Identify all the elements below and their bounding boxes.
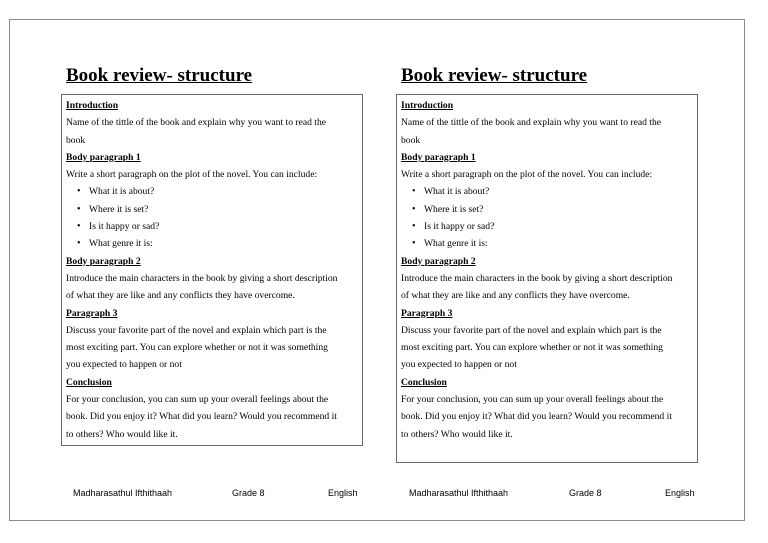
footer-subject: English [665, 488, 695, 498]
body-paragraph-2-text: Introduce the main characters in the book by giving a short description [66, 272, 338, 284]
list-item: • What it is about? [401, 183, 693, 200]
introduction-text: book [66, 134, 86, 146]
introduction-text: book [401, 134, 421, 146]
list-item: • What genre it is: [66, 235, 358, 252]
body-paragraph-2-text: of what they are like and any conflicts they have overcome. [401, 290, 630, 302]
paragraph-3-heading: Paragraph 3 [66, 307, 118, 319]
structure-box [61, 94, 363, 446]
footer-school: Madharasathul Ifthithaah [73, 488, 173, 498]
footer-subject: English [328, 488, 358, 498]
introduction-heading: Introduction [66, 100, 119, 111]
footer-grade: Grade 8 [232, 488, 265, 498]
list-item: • Where it is set? [401, 201, 693, 218]
list-item: • Where it is set? [66, 201, 358, 218]
footer-grade: Grade 8 [569, 488, 602, 498]
list-item: • What it is about? [66, 183, 358, 200]
structure-box [396, 94, 698, 463]
paragraph-3-text: Discuss your favorite part of the novel and explain which part is the [401, 324, 662, 336]
review-sheet-left [61, 64, 363, 446]
paragraph-3-text: most exciting part. You can explore whether or not it was something [401, 342, 663, 354]
conclusion-heading: Conclusion [401, 376, 447, 388]
bullet-list [401, 183, 693, 252]
body-paragraph-1-text: Write a short paragraph on the plot of the novel. You can include: [401, 169, 653, 181]
conclusion-text: For your conclusion, you can sum up your overall feelings about the [401, 394, 664, 406]
conclusion-text: to others? Who would like it. [401, 428, 513, 440]
conclusion-heading: Conclusion [66, 376, 112, 388]
review-sheet-right [396, 64, 698, 463]
body-paragraph-2-text: Introduce the main characters in the book by giving a short description [401, 272, 673, 284]
introduction-text: Name of the tittle of the book and explain why you want to read the [66, 117, 327, 129]
list-item: • Is it happy or sad? [66, 218, 358, 235]
introduction-heading: Introduction [401, 100, 454, 111]
list-item: • Is it happy or sad? [401, 218, 693, 235]
paragraph-3-heading: Paragraph 3 [401, 307, 453, 319]
body-paragraph-1-heading: Body paragraph 1 [66, 151, 141, 163]
conclusion-text: book. Did you enjoy it? What did you learn? Would you recommend it [66, 411, 337, 423]
body-paragraph-2-heading: Body paragraph 2 [401, 255, 476, 267]
body-paragraph-1-heading: Body paragraph 1 [401, 151, 476, 163]
paragraph-3-text: Discuss your favorite part of the novel and explain which part is the [66, 324, 327, 336]
list-item: • What genre it is: [401, 235, 693, 252]
paragraph-3-text: most exciting part. You can explore whether or not it was something [66, 342, 328, 354]
conclusion-text: to others? Who would like it. [66, 428, 178, 440]
bullet-list [66, 183, 358, 252]
conclusion-text: For your conclusion, you can sum up your overall feelings about the [66, 394, 329, 406]
footer-school: Madharasathul Ifthithaah [409, 488, 509, 498]
paragraph-3-text: you expected to happen or not [66, 359, 182, 371]
body-paragraph-1-text: Write a short paragraph on the plot of the novel. You can include: [66, 169, 318, 181]
introduction-text: Name of the tittle of the book and explain why you want to read the [401, 117, 662, 129]
conclusion-text: book. Did you enjoy it? What did you learn? Would you recommend it [401, 411, 672, 423]
body-paragraph-2-text: of what they are like and any conflicts they have overcome. [66, 290, 295, 302]
page-title: Book review- structure [66, 65, 253, 86]
body-paragraph-2-heading: Body paragraph 2 [66, 255, 141, 267]
paragraph-3-text: you expected to happen or not [401, 359, 517, 371]
page-title: Book review- structure [401, 65, 588, 86]
